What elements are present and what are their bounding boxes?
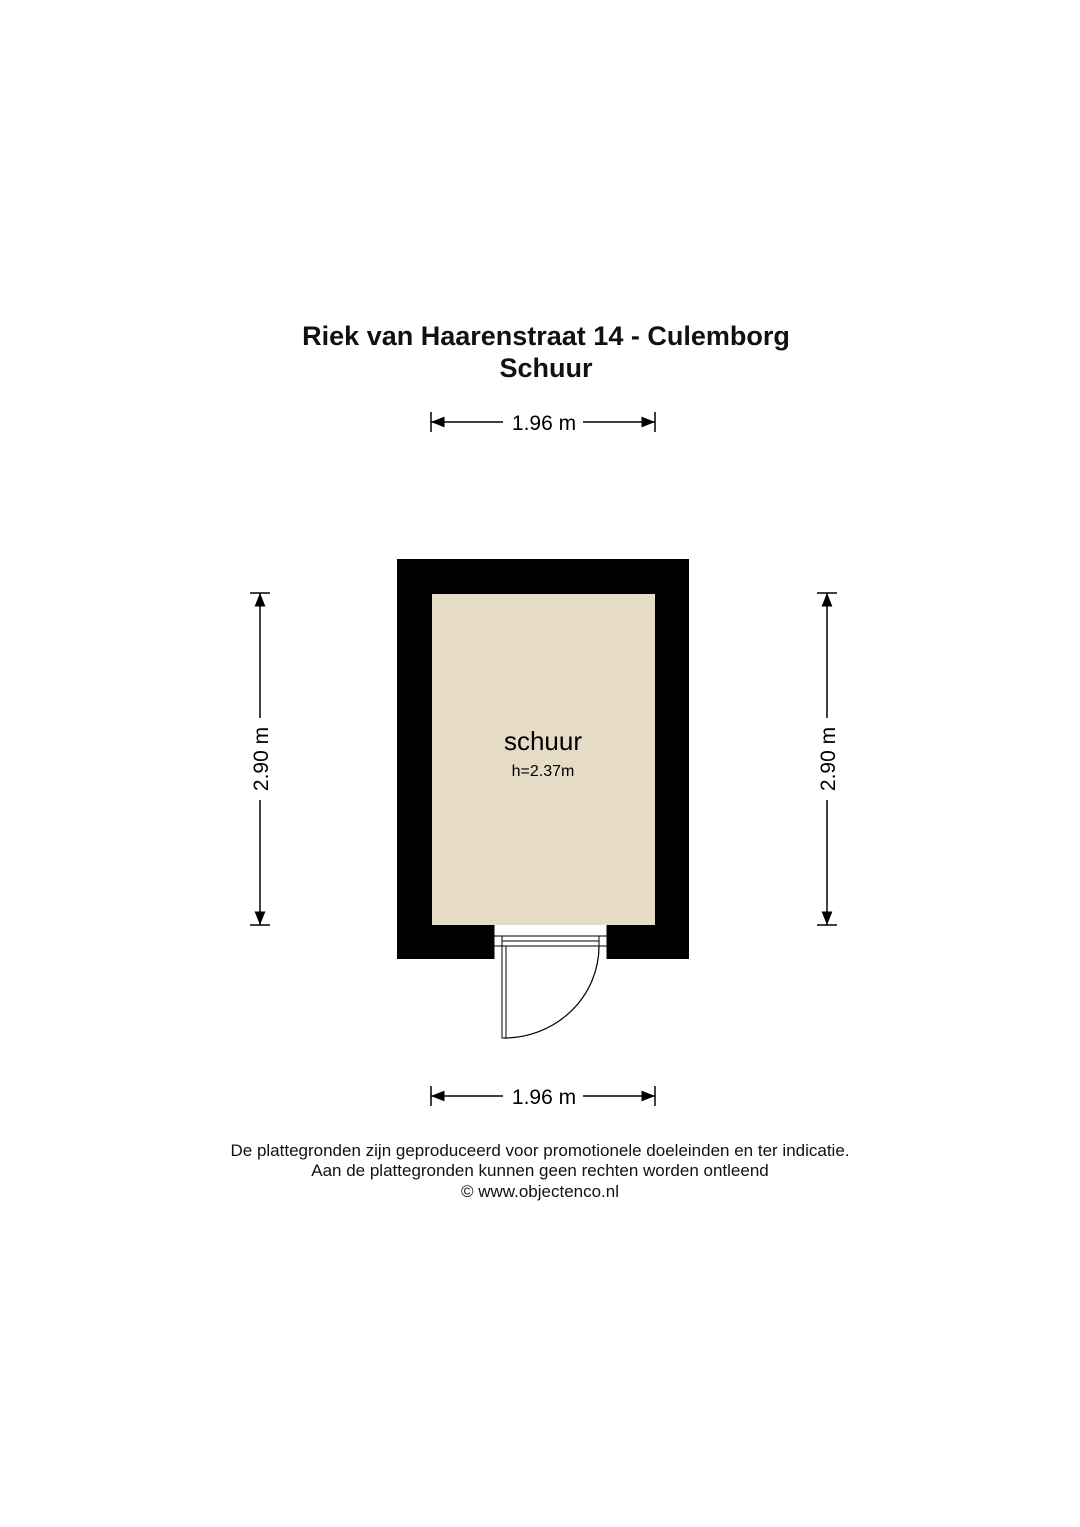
room-height-label: h=2.37m <box>511 763 575 780</box>
dimension-left <box>250 593 273 925</box>
disclaimer-line-1: De plattegronden zijn geproduceerd voor promotionele doeleinden en ter indicatie. <box>230 1141 850 1160</box>
disclaimer-line-2: Aan de plattegronden kunnen geen rechten worden ontleend <box>311 1161 769 1180</box>
plan-floor-title: Schuur <box>499 353 593 383</box>
copyright-notice: © www.objectenco.nl <box>460 1182 620 1201</box>
door-swing <box>502 946 599 1038</box>
plan-address-title: Riek van Haarenstraat 14 - Culemborg <box>302 321 790 351</box>
dimension-top-label: 1.96 m <box>511 412 577 435</box>
dimension-right <box>817 593 840 925</box>
dimension-top <box>431 412 655 435</box>
dimension-bottom-label: 1.96 m <box>511 1086 577 1109</box>
dimension-left-label: 2.90 m <box>250 726 273 792</box>
room-name-label: schuur <box>503 726 583 756</box>
dimension-bottom <box>431 1086 655 1109</box>
dimension-right-label: 2.90 m <box>817 726 840 792</box>
room-floor <box>432 594 655 925</box>
door-opening <box>494 925 607 959</box>
